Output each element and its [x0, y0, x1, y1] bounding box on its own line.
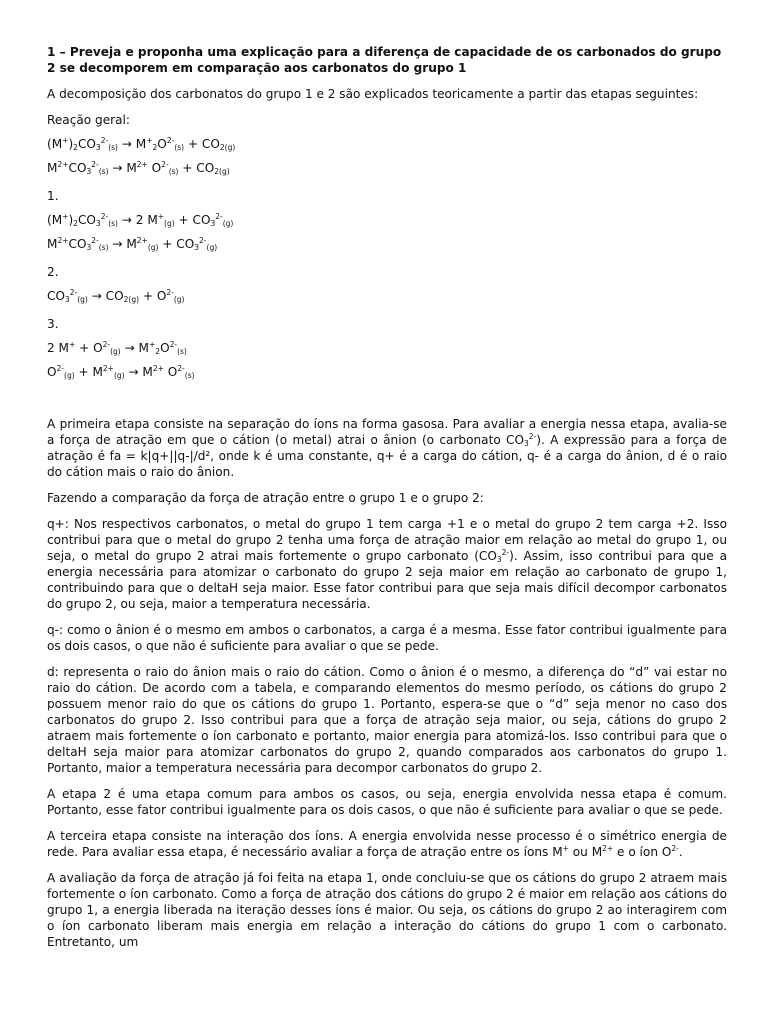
superscript: 2- [501, 548, 510, 557]
subscript: 2 [155, 347, 161, 356]
superscript: 2- [169, 340, 178, 349]
paragraph-d: d: representa o raio do ânion mais o raio do cátion. Como o ânion é o mesmo, a diferença do “d” vai estar no raio do cátion. De acordo com a tabela, e comparando elementos do mesmo período, os cátions do grupo 2 possuem menor raio do que os cátions do grupo 1. Portanto, espera-se que o “d” seja menor no caso dos carbonatos do grupo 2. Isso contribui para que a força de atração seja maior, ou seja, cátions do grupo 2 atraem mais fortemente o íon carbonato e portanto, maior energia para atomizá-los. Isso contribui para que o deltaH seja maior para atomizar carbonatos do grupo 2, quando comparados aos carbonatos do grupo 1. Portanto, maior a temperatura necessária para decompor carbonatos do grupo 2. [47, 665, 727, 775]
superscript: 2- [161, 160, 169, 169]
superscript: 2+ [152, 364, 164, 373]
step-1-equation-1: $(M^+)_2CO_3^{2-}_{(s)} \to 2$ $M^+_{(g)} + CO_3^{2-}_{(g)}$ [47, 212, 234, 228]
superscript: 2- [166, 288, 174, 297]
subscript: 2 [152, 143, 158, 152]
subscript: (g) [77, 295, 88, 304]
general-equation-1: $(M^+)_2CO_3^{2-}_{(s)} \to M^+_2O^{2-}_{(s)} + CO_{2(g)}$ [47, 136, 236, 152]
subscript: 3 [86, 243, 92, 252]
subscript: (g) [147, 243, 159, 252]
subscript: (s) [174, 143, 185, 152]
step-2-equation-1: $CO_3^{2-}_{(g)} \to CO_{2(g)} + O^{2-}_{(g)}$ [47, 288, 185, 304]
superscript: 2+ [102, 364, 114, 373]
paragraph-comparison: Fazendo a comparação da força de atração entre o grupo 1 e o grupo 2: [47, 491, 484, 505]
spacer [47, 388, 727, 416]
superscript: 2+ [57, 236, 69, 245]
subscript: (g) [164, 219, 175, 228]
subscript: 3 [95, 219, 101, 228]
paragraph-evaluation: A avaliação da força de atração já foi feita na etapa 1, onde concluiu-se que os cátions do grupo 2 atraem mais fortemente o íon carbonato. Como a força de atração dos cátions do grupo 2 é maior em relação aos cátions do grupo 1, a energia liberada na iteração desses íons é maior. Ou seja, os cátions do grupo 2 ao interagirem com o íon carbonato liberam mais energia em relação a interação do cátions do grupo 1 com o carbonato. Entretanto, um [47, 871, 727, 949]
subscript: (s) [177, 347, 187, 356]
subscript: 3 [524, 439, 529, 448]
subscript: 3 [95, 143, 101, 152]
paragraph-step-3: A terceira etapa consiste na interação dos íons. A energia envolvida nesse processo é o simétrico energia de rede. Para avaliar essa etapa, é necessário avaliar a força de atração entre os íons M+ ou $M^{2+}$ e o íon $O^{2-}$. [47, 829, 727, 859]
paragraph-q-plus: q+: Nos respectivos carbonatos, o metal do grupo 1 tem carga +1 e o metal do grupo 2 tem carga +2. Isso contribui para que o metal do grupo 2 tenha uma força de atração maior em relação ao metal do grupo 1, ou seja, o metal do grupo 2 atrai mais fortemente o grupo carbonato $(CO_3^{2-})$. Assim, isso contribui para que a energia necessária para atomizar o carbonato do grupo 2 seja maior em relação ao carbonato de grupo 1, contribuindo para que o deltaH seja maior. Esse fator contribui para que seja mais difícil decompor carbonatos do grupo 2, ou seja, maior a temperatura necessária. [47, 517, 727, 611]
superscript: 2- [91, 236, 99, 245]
superscript: + [68, 340, 76, 349]
superscript: 2+ [602, 844, 614, 853]
step-1-equation-2: $M^{2+}CO_3^{2-}_{(s)} \to M^{2+}_{(g)} + CO_3^{2-}_{(g)}$ [47, 236, 218, 252]
step-2-heading: 2. [47, 265, 59, 279]
superscript: 2- [100, 136, 109, 145]
step-3-equation-1: 2 $M^+ + O^{2-}_{(g)} \to M^+_2O^{2-}_{(s)}$ [47, 340, 187, 356]
superscript: 2+ [136, 236, 148, 245]
subscript: 3 [194, 243, 200, 252]
general-reaction-heading: Reação geral: [47, 113, 130, 127]
superscript: 2- [671, 844, 679, 853]
superscript: 2- [56, 364, 65, 373]
subscript: (g) [113, 371, 125, 380]
subscript: 3 [64, 295, 70, 304]
general-equation-2: $M^{2+}CO_3^{2-}_{(s)} \to M^{2+}$ $O^{2-}_{(s)} + CO_{2(g)}$ [47, 160, 230, 176]
superscript: 2- [69, 288, 78, 297]
superscript: 2- [528, 432, 537, 441]
subscript: 3 [86, 167, 92, 176]
subscript: 2(g) [123, 295, 140, 304]
step-3-heading: 3. [47, 317, 59, 331]
subscript: 2(g) [219, 143, 236, 152]
subscript: 2 [73, 219, 78, 228]
subscript: 2 [73, 143, 78, 152]
superscript: 2+ [57, 160, 69, 169]
step-3-equation-2: $O^{2-}_{(g)} + M^{2+}_{(g)} \to M^{2+}$ $O^{2-}_{(s)}$ [47, 364, 195, 380]
superscript: + [62, 136, 69, 145]
subscript: (g) [206, 243, 218, 252]
subscript: (s) [108, 143, 118, 152]
paragraph-step-1: A primeira etapa consiste na separação do íons na forma gasosa. Para avaliar a energia nessa etapa, avalia-se a força de atração em que o cátion (o metal) atrai o ânion (o carbonato $CO_3^{2-}$). A expressão para a força de atração é fa = k|q+||q-|/d², onde k é uma constante, q+ é a carga do cátion, q- é a carga do ânion, d é o raio do cátion mais o raio do ânion. [47, 417, 727, 479]
superscript: 2+ [136, 160, 148, 169]
subscript: 2(g) [214, 167, 230, 176]
subscript: (g) [64, 371, 75, 380]
superscript: + [146, 136, 153, 145]
paragraph-step-2: A etapa 2 é uma etapa comum para ambos os casos, ou seja, energia envolvida nessa etapa é comum. Portanto, esse fator contribui igualmente para os dois casos, o que não é suficiente para avaliar o que se pede. [47, 787, 727, 817]
superscript: + [62, 212, 69, 221]
document-page [47, 44, 727, 960]
subscript: (g) [173, 295, 185, 304]
superscript: 2- [215, 212, 223, 221]
subscript: (s) [168, 167, 179, 176]
superscript: + [149, 340, 156, 349]
intro-text: A decomposição dos carbonatos do grupo 1 e 2 são explicados teoricamente a partir das etapas seguintes: [47, 87, 699, 101]
superscript: + [562, 844, 569, 853]
superscript: 2- [102, 340, 111, 349]
superscript: 2- [100, 212, 109, 221]
subscript: (s) [184, 371, 195, 380]
question-title: 1 – Preveja e proponha uma explicação para a diferença de capacidade de os carbonados do grupo 2 se decomporem em comparação aos carbonatos do grupo 1 [47, 45, 722, 75]
superscript: 2- [177, 364, 185, 373]
subscript: 3 [210, 219, 216, 228]
superscript: + [157, 212, 165, 221]
subscript: (s) [98, 243, 109, 252]
subscript: (s) [108, 219, 118, 228]
subscript: (g) [222, 219, 234, 228]
superscript: 2- [166, 136, 175, 145]
subscript: (g) [110, 347, 121, 356]
subscript: 3 [496, 555, 502, 564]
superscript: 2- [91, 160, 99, 169]
subscript: (s) [98, 167, 109, 176]
step-1-heading: 1. [47, 189, 59, 203]
superscript: 2- [199, 236, 207, 245]
paragraph-q-minus: q-: como o ânion é o mesmo em ambos o carbonatos, a carga é a mesma. Esse fator contribui igualmente para os dois casos, o que não é suficiente para avaliar o que se pede. [47, 623, 727, 653]
